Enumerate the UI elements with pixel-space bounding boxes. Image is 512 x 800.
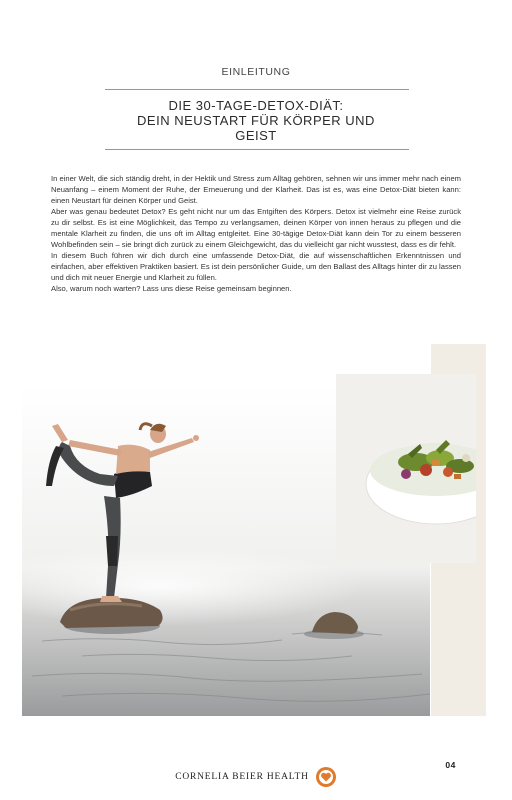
brand-name: CORNELIA BEIER HEALTH (175, 772, 309, 782)
paragraph: Aber was genau bedeutet Detox? Es geht nicht nur um das Entgiften des Körpers. Detox ist vielmehr eine Reise zurück zu dir selbst. Es ist eine Möglichkeit, das Tempo zu verlangsamen, deinen Körper von innen heraus zu pflegen und die mentale Klarheit zu finden, die uns oft im Alltag entgleitet. Eine 30-tägige Detox-Diät kann dein Tor zu einem besseren Wohlbefinden sein – sie bringt dich zurück zu einem Gleichgewicht, das du vielleicht gar nicht wusstest, dass es dir fehlt. (51, 207, 461, 249)
section-label: EINLEITUNG (221, 66, 291, 78)
title-line-3: GEIST (235, 128, 277, 143)
paragraph: Also, warum noch warten? Lass uns diese Reise gemeinsam beginnen. (51, 284, 292, 293)
title-line-2: DEIN NEUSTART FÜR KÖRPER UND (137, 113, 375, 128)
intro-text (51, 173, 461, 294)
page-number: 04 (445, 760, 456, 770)
title-line-1: DIE 30-TAGE-DETOX-DIÄT: (168, 98, 344, 113)
divider-bottom (105, 149, 409, 150)
heart-logo-icon (315, 766, 337, 788)
page-title (0, 98, 512, 143)
salad-photo (336, 374, 476, 563)
paragraph: In einer Welt, die sich ständig dreht, in der Hektik und Stress zum Alltag gehören, sehnen wir uns immer mehr nach einem Neuanfang – einem Moment der Ruhe, der Erneuerung und der Klarheit. Das ist es, was eine Detox-Diät bieten kann: einen Neustart für deinen Körper und Geist. (51, 174, 461, 205)
paragraph: In diesem Buch führen wir dich durch eine umfassende Detox-Diät, die auf wissenschaftlichen Erkenntnissen und einfachen, aber effektiven Praktiken basiert. Es ist dein persönlicher Guide, um den Ballast des Alltags hinter dir zu lassen und dich mit neuer Energie und Klarheit zu füllen. (51, 251, 461, 282)
divider-top (105, 89, 409, 90)
